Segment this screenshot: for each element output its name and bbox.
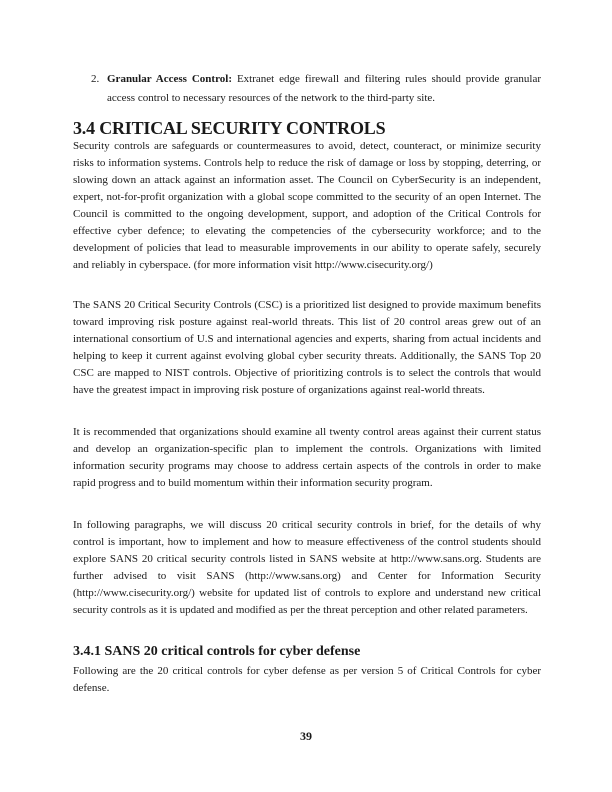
list-item-body (107, 70, 541, 107)
list-item-text: Extranet edge firewall and filtering rules should provide granular access control to necessary resources of the network to the third-party site. (107, 73, 542, 104)
section-heading: 3.4 CRITICAL SECURITY CONTROLS (73, 118, 386, 138)
list-item-term: Granular Access Control: (107, 73, 232, 85)
paragraph-recommendation: It is recommended that organizations should examine all twenty control areas against their current status and develop an organization-specific plan to implement the controls. Organizations with limited information security programs may choose to address certain aspects of the controls in order to make rapid progress and to build momentum within their information security program. (73, 426, 541, 489)
paragraph-subsection-intro: Following are the 20 critical controls for cyber defense as per version 5 of Critical Controls for cyber defense. (73, 665, 541, 694)
paragraph-following-paragraphs: In following paragraphs, we will discuss 20 critical security controls in brief, for the details of why control is important, how to implement and how to measure effectiveness of the control students should explore SANS 20 critical security controls listed in SANS website at http://www.sans.org. Students are further advised to visit SANS (http://www.sans.org) and Center for Information Security (http://www.cisecurity.org/) website for updated list of controls to explore and understand new critical security controls as it is updated and modified as per the threat perception and other related parameters. (73, 519, 541, 616)
list-item-number: 2. (91, 73, 100, 85)
subsection-heading: 3.4.1 SANS 20 critical controls for cyber defense (73, 644, 361, 659)
list-item-granular-access-control (91, 70, 541, 107)
page-number: 39 (300, 729, 312, 743)
paragraph-security-controls: Security controls are safeguards or countermeasures to avoid, detect, counteract, or minimize security risks to information systems. Controls help to reduce the risk of damage or loss by stopping, deterring, or slowing down an attack against an information asset. The Council on CyberSecurity is an independent, expert, not-for-profit organization with a global scope committed to the security of an open Internet. The Council is committed to the ongoing development, support, and adoption of the Critical Controls for effective cyber defence; to elevating the competencies of the cybersecurity workforce; and to the development of policies that lead to measurable improvements in our ability to operate safely, securely and reliably in cyberspace. (for more information visit http://www.cisecurity.org/) (73, 140, 541, 271)
paragraph-sans-csc: The SANS 20 Critical Security Controls (CSC) is a prioritized list designed to provide maximum benefits toward improving risk posture against real-world threats. This list of 20 control areas grew out of an international consortium of U.S and international agencies and experts, sharing from actual incidents and helping to keep it current against evolving global cyber security threats. Additionally, the SANS Top 20 CSC are mapped to NIST controls. Objective of prioritizing controls is to select the controls that would have the greatest impact in improving risk posture of organizations against real-world threats. (73, 299, 541, 396)
